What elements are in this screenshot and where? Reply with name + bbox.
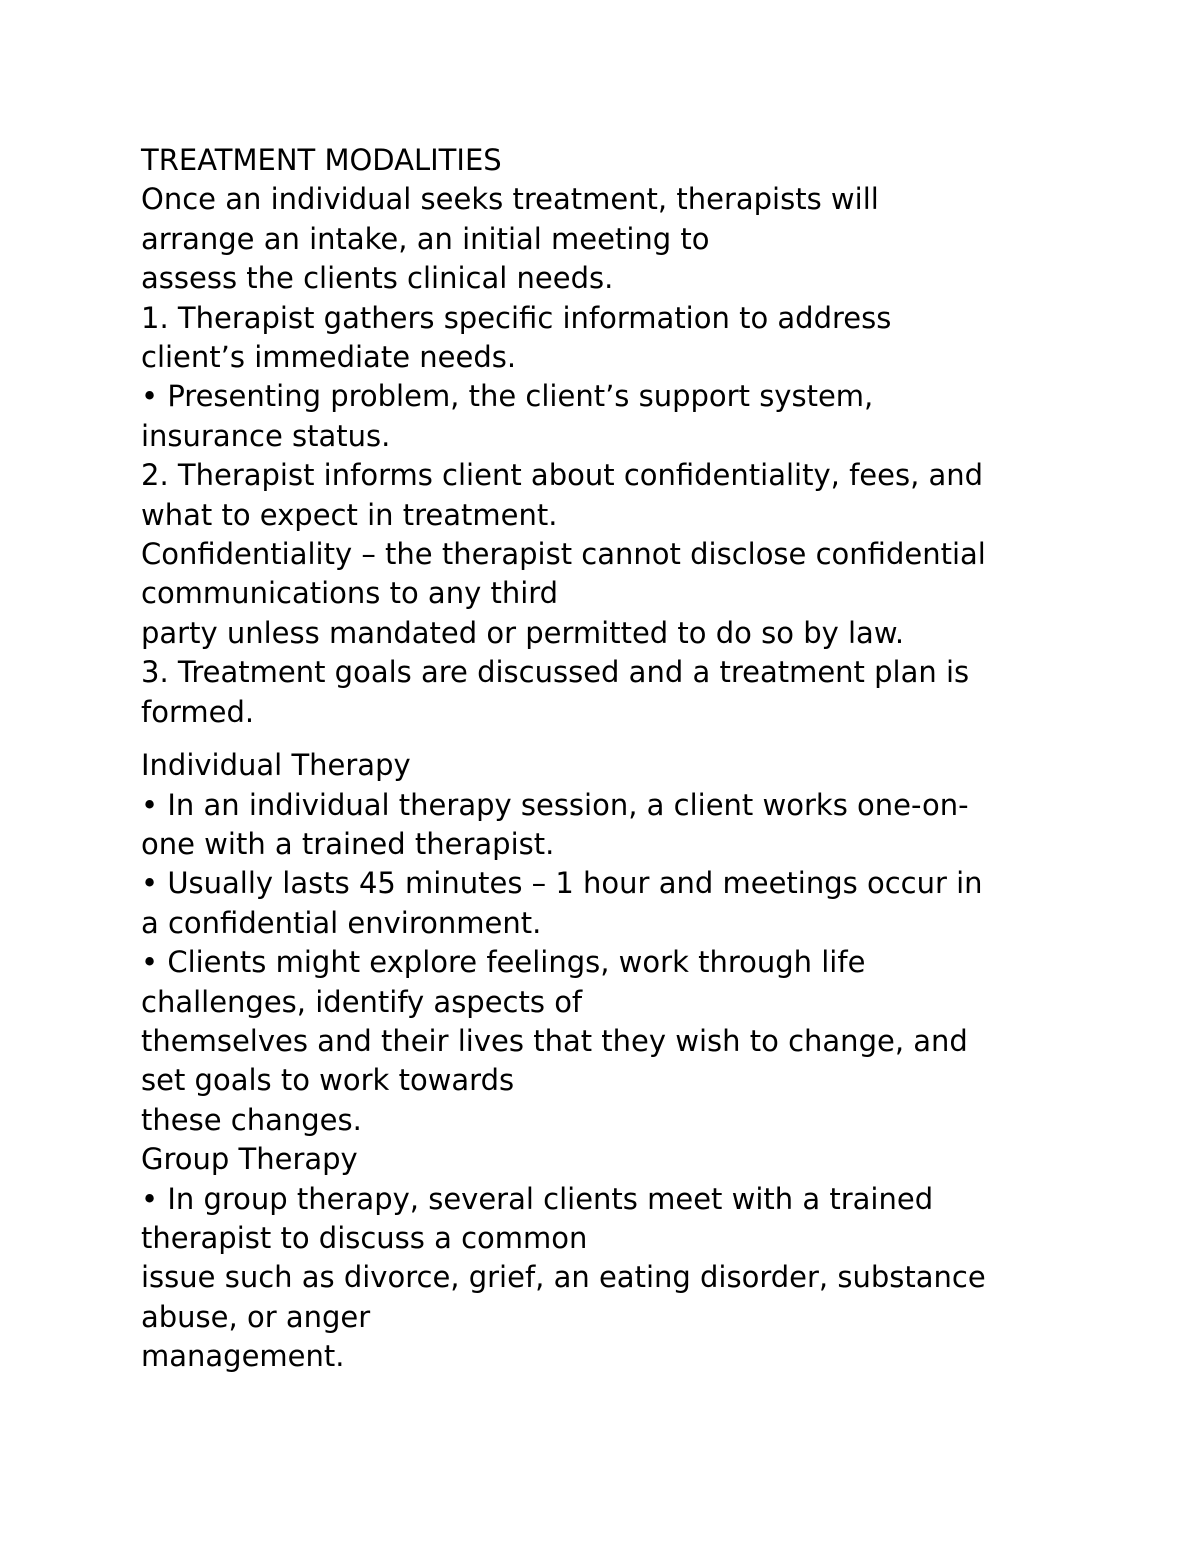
individual-therapy-line: themselves and their lives that they wish to change, and bbox=[141, 1023, 968, 1058]
individual-therapy-line: set goals to work towards bbox=[141, 1063, 515, 1098]
individual-therapy-heading: Individual Therapy bbox=[141, 748, 411, 783]
step3-line: formed. bbox=[141, 694, 255, 729]
group-therapy-line: • In group therapy, several clients meet with a trained bbox=[141, 1181, 934, 1216]
confidentiality-line: Confidentiality – the therapist cannot disclose confidential bbox=[141, 537, 986, 572]
confidentiality-line: party unless mandated or permitted to do so by law. bbox=[141, 615, 905, 650]
step1-line: 1. Therapist gathers specific information to address bbox=[141, 300, 892, 335]
document-body bbox=[141, 141, 1071, 1377]
step1-line: client’s immediate needs. bbox=[141, 340, 517, 375]
step1-bullet-line: • Presenting problem, the client’s support system, bbox=[141, 379, 874, 414]
individual-therapy-line: • Usually lasts 45 minutes – 1 hour and meetings occur in bbox=[141, 866, 983, 901]
individual-therapy-line: • Clients might explore feelings, work through life bbox=[141, 945, 866, 980]
individual-therapy-line: these changes. bbox=[141, 1102, 362, 1137]
individual-therapy-line: • In an individual therapy session, a client works one-on- bbox=[141, 787, 969, 822]
step3-line: 3. Treatment goals are discussed and a treatment plan is bbox=[141, 655, 970, 690]
individual-therapy-line: a confidential environment. bbox=[141, 905, 542, 940]
document-heading: TREATMENT MODALITIES bbox=[141, 143, 502, 177]
section-spacer bbox=[141, 732, 1071, 746]
individual-therapy-line: one with a trained therapist. bbox=[141, 826, 555, 861]
individual-therapy-line: challenges, identify aspects of bbox=[141, 984, 583, 1019]
intro-line: arrange an intake, an initial meeting to bbox=[141, 221, 710, 256]
step2-line: what to expect in treatment. bbox=[141, 497, 558, 532]
intro-line: assess the clients clinical needs. bbox=[141, 261, 614, 296]
group-therapy-line: management. bbox=[141, 1339, 345, 1374]
group-therapy-line: abuse, or anger bbox=[141, 1299, 371, 1334]
group-therapy-line: issue such as divorce, grief, an eating disorder, substance bbox=[141, 1260, 986, 1295]
step2-line: 2. Therapist informs client about confidentiality, fees, and bbox=[141, 458, 984, 493]
confidentiality-line: communications to any third bbox=[141, 576, 559, 611]
group-therapy-heading: Group Therapy bbox=[141, 1142, 358, 1177]
group-therapy-line: therapist to discuss a common bbox=[141, 1220, 588, 1255]
step1-bullet-line: insurance status. bbox=[141, 418, 391, 453]
intro-line: Once an individual seeks treatment, therapists will bbox=[141, 182, 879, 217]
